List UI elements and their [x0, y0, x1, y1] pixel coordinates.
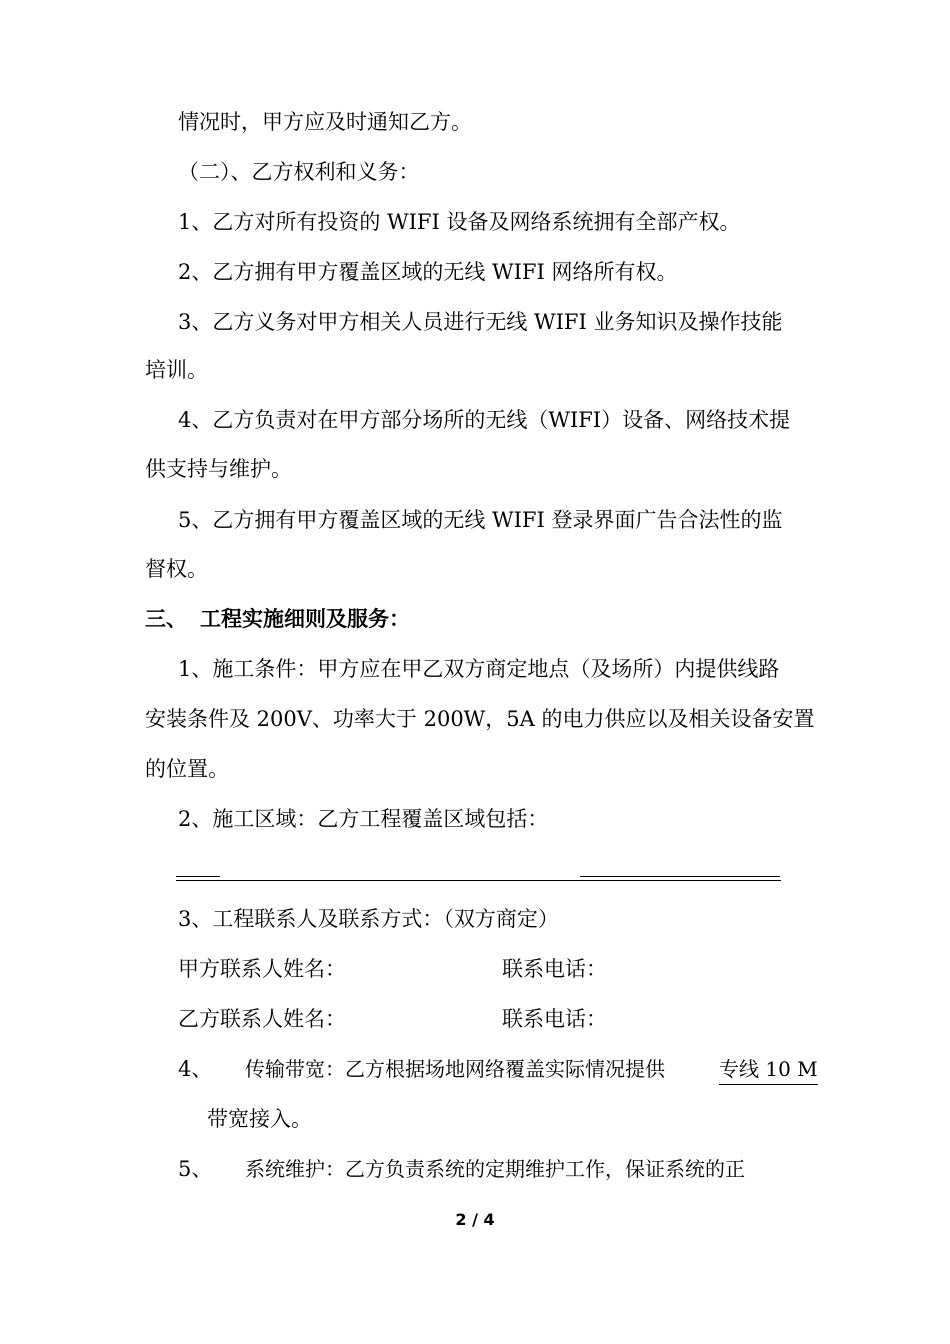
- paragraph-line: 4、乙方负责对在甲方部分场所的无线（WIFI）设备、网络技术提: [178, 408, 791, 432]
- paragraph-line: 3、工程联系人及联系方式：（双方商定）: [178, 907, 559, 931]
- paragraph-line: 5、乙方拥有甲方覆盖区域的无线 WIFI 登录界面广告合法性的监: [178, 508, 783, 532]
- fill-in-blank-line[interactable]: [176, 880, 781, 881]
- paragraph-line: 培训。: [145, 358, 208, 382]
- section-subtitle: （二）、乙方权利和义务：: [178, 160, 420, 184]
- paragraph-line: 1、施工条件：甲方应在甲乙双方商定地点（及场所）内提供线路: [178, 657, 780, 681]
- party-b-phone-label: 联系电话：: [502, 1007, 607, 1031]
- fill-in-blank-line: [176, 876, 220, 877]
- bandwidth-value: 专线 10 M: [719, 1055, 818, 1085]
- paragraph-line: 带宽接入。: [207, 1107, 312, 1131]
- paragraph-line: 情况时，甲方应及时通知乙方。: [178, 110, 472, 134]
- paragraph-line: 督权。: [145, 557, 208, 581]
- section-heading: 工程实施细则及服务：: [200, 606, 410, 631]
- paragraph-line: 2、乙方拥有甲方覆盖区域的无线 WIFI 网络所有权。: [178, 260, 678, 284]
- paragraph-line: 的位置。: [145, 757, 229, 781]
- fill-in-blank-line: [580, 876, 780, 877]
- party-a-phone-label: 联系电话：: [502, 957, 607, 981]
- list-item-number: 4、: [178, 1057, 213, 1081]
- paragraph-line: 传输带宽：乙方根据场地网络覆盖实际情况提供: [245, 1057, 665, 1081]
- paragraph-line: 2、施工区域：乙方工程覆盖区域包括：: [178, 807, 549, 831]
- paragraph-line: 供支持与维护。: [145, 457, 292, 481]
- paragraph-line: 3、乙方义务对甲方相关人员进行无线 WIFI 业务知识及操作技能: [178, 310, 783, 334]
- paragraph-line: 安装条件及 200V、功率大于 200W，5A 的电力供应以及相关设备安置: [145, 707, 815, 731]
- page-number: 2 / 4: [455, 1210, 495, 1229]
- section-heading-number: 三、: [145, 606, 187, 631]
- paragraph-line: 系统维护：乙方负责系统的定期维护工作，保证系统的正: [245, 1157, 745, 1181]
- party-a-contact-label: 甲方联系人姓名：: [178, 957, 346, 981]
- list-item-number: 5、: [178, 1157, 213, 1181]
- paragraph-line: 1、乙方对所有投资的 WIFI 设备及网络系统拥有全部产权。: [178, 210, 741, 234]
- party-b-contact-label: 乙方联系人姓名：: [178, 1007, 346, 1031]
